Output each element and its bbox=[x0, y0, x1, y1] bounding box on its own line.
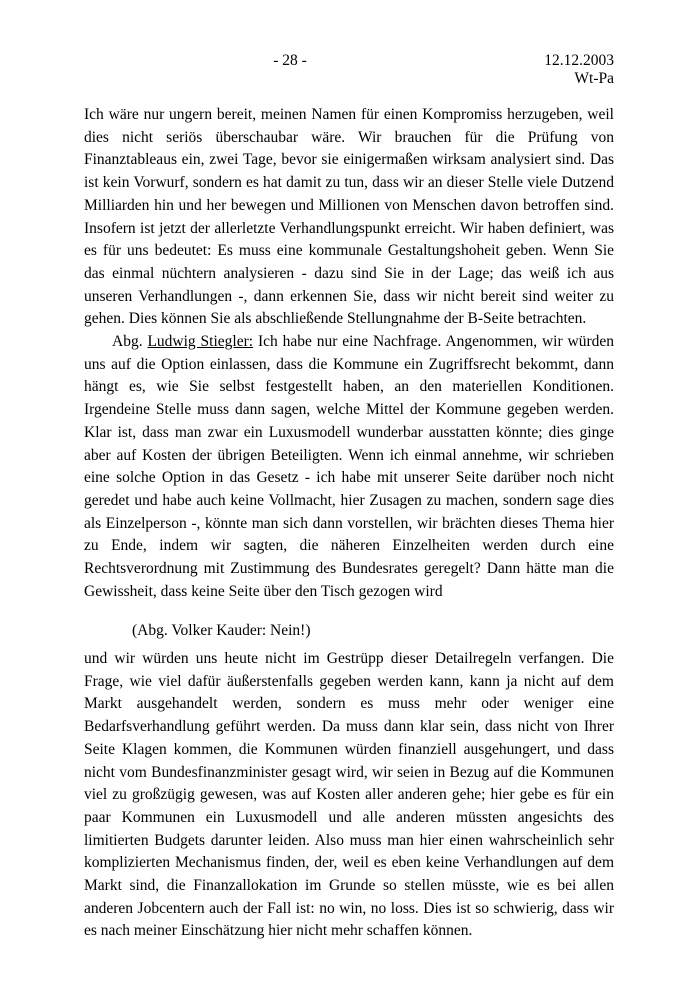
paragraph-3: und wir würden uns heute nicht im Gestrüpp dieser Detailregeln verfangen. Die Frage, wie viel dafür äußerstenfalls gegeben werden kann, kann ja nicht auf dem Markt ausgehandelt werden, sondern es muss mehr oder weniger eine Bedarfsverhandlung geführt werden. Da muss dann klar sein, dass nicht von Ihrer Seite Klagen kommen, die Kommunen würden finanziell ausgehungert, und dass nicht vom Bundesfinanzminister gesagt wird, wir seien in Bezug auf die Kommunen viel zu großzügig gewesen, was auf Kosten aller anderen gehe; hier gebe es für ein paar Kommunen ein Luxusmodell und alle anderen müssten angesichts des limitierten Budgets darunter leiden. Also muss man hier einen wahrscheinlich sehr komplizierten Mechanismus finden, der, weil es eben keine Verhandlungen auf dem Markt sind, die Finanzallokation im Grunde so stellen müsste, wie es bei allen anderen Jobcentern auch der Fall ist: no win, no loss. Dies ist so schwierig, dass wir es nach meiner Einschätzung hier nicht mehr schaffen können. bbox=[84, 650, 614, 940]
paragraph-1: Ich wäre nur ungern bereit, meinen Namen für einen Kompromiss herzugeben, weil dies nicht seriös überschaubar wäre. Wir brauchen für die Prüfung von Finanztableaus ein, zwei Tage, bevor sie einigermaßen wirksam analysiert sind. Das ist kein Vorwurf, sondern es hat damit zu tun, dass wir an dieser Stelle viele Dutzend Milliarden hin und her bewegen und Millionen von Menschen davon betroffen sind. Insofern ist jetzt der allerletzte Verhandlungspunkt erreicht. Wir haben definiert, was es für uns bedeutet: Es muss eine kommunale Gestaltungshoheit geben. Wenn Sie das einmal nüchtern analysieren - dazu sind Sie in der Lage; das weiß ich aus unseren Verhandlungen -, dann erkennen Sie, dass wir nicht bereit sind weiter zu gehen. Dies können Sie als abschließende Stellungnahme der B-Seite betrachten. bbox=[84, 106, 614, 328]
interjection: (Abg. Volker Kauder: Nein!) bbox=[132, 622, 311, 639]
speaker-prefix: Abg. bbox=[112, 333, 148, 350]
header-code: Wt-Pa bbox=[574, 70, 614, 87]
speaker-name: Ludwig Stiegler: bbox=[147, 333, 254, 350]
paragraph-2-text: Ich habe nur eine Nachfrage. Angenommen, wir würden uns auf die Option einlassen, dass die Kommune ein Zugriffsrecht bekommt, dann hängt es, wie Sie selbst festgestellt haben, an den materiellen Konditionen. Irgendeine Stelle muss dann sagen, welche Mittel der Kommune gegeben werden. Klar ist, dass man zwar ein Luxusmodell wunderbar ausstatten könnte; dies ginge aber auf Kosten der übrigen Beteiligten. Wenn ich einmal annehme, wir schrieben eine solche Option in das Gesetz - ich habe mit unserer Seite darüber noch nicht geredet und habe auch keine Vollmacht, hier Zusagen zu machen, sondern sage dies als Einzelperson -, könnte man sich dann vorstellen, wir brächten dieses Thema hier zu Ende, indem wir sagten, die näheren Einzelheiten werden durch eine Rechtsverordnung mit Zustimmung des Bundesrates geregelt? Dann hätte man die Gewissheit, dass keine Seite über den Tisch gezogen wird bbox=[84, 333, 614, 600]
header-date: 12.12.2003 bbox=[544, 52, 614, 69]
page-number: - 28 - bbox=[273, 52, 307, 69]
paragraph-2 bbox=[84, 331, 614, 603]
header-right bbox=[520, 52, 614, 88]
